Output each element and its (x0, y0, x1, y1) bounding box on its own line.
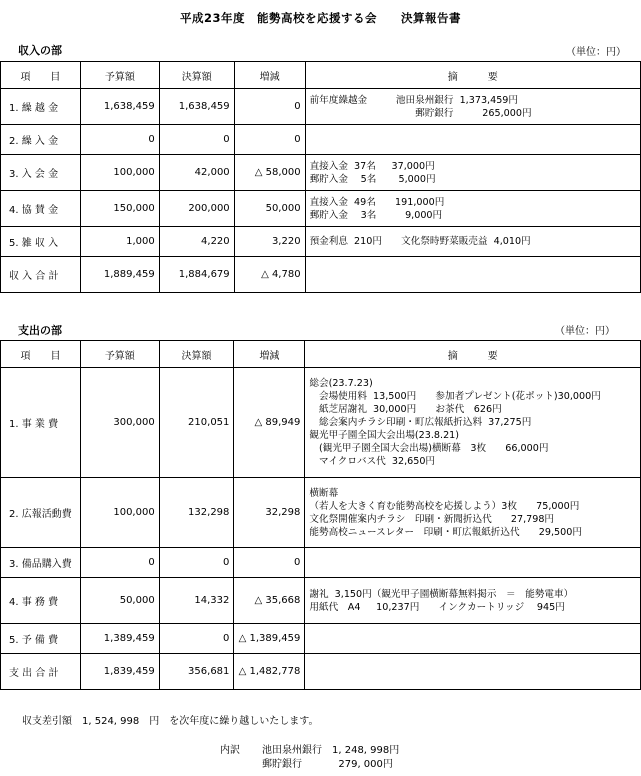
actual-cell: 0 (159, 548, 234, 578)
column-header: 予算額 (80, 341, 159, 368)
budget-cell: 1,889,459 (80, 257, 159, 293)
actual-cell: 200,000 (159, 191, 234, 227)
description-cell (305, 191, 640, 227)
actual-cell: 4,220 (159, 227, 234, 257)
description-line: 郵貯入金 5名 5,000円 (309, 173, 436, 185)
description-line: 横断幕 (309, 487, 339, 499)
table-row (1, 548, 641, 578)
column-header: 予算額 (80, 62, 159, 89)
item-cell: 3. 入 会 金 (1, 155, 81, 191)
table-row (1, 624, 641, 654)
actual-cell: 1,884,679 (159, 257, 234, 293)
diff-cell: △ 58,000 (234, 155, 305, 191)
budget-cell: 1,000 (80, 227, 159, 257)
table-row (1, 478, 641, 548)
description-line: 郵貯入金 3名 9,000円 (309, 209, 443, 221)
income-unit: （単位：円） (566, 47, 626, 58)
budget-cell: 50,000 (80, 578, 159, 624)
table-row (1, 125, 641, 155)
diff-cell: 0 (234, 89, 305, 125)
description-line: 紙芝居謝礼 30,000円 お茶代 626円 (309, 404, 502, 415)
description-line: (観光甲子園全国大会出場)横断幕 3枚 66,000円 (309, 443, 549, 454)
diff-cell: 0 (234, 548, 305, 578)
description-cell (305, 478, 641, 548)
description-line: 観光甲子園全国大会出場(23.8.21) (309, 430, 460, 441)
column-header: 項 目 (1, 341, 81, 368)
table-row (1, 257, 641, 293)
item-cell: 1. 事 業 費 (1, 368, 81, 478)
description-cell (305, 548, 641, 578)
budget-cell: 0 (80, 548, 159, 578)
diff-cell: △ 89,949 (234, 368, 305, 478)
budget-cell: 1,839,459 (80, 654, 159, 690)
description-line: （若人を大きく育む能勢高校を応援しよう）3枚 75,000円 (309, 500, 580, 512)
description-line: 総会(23.7.23) (309, 378, 373, 389)
actual-cell: 14,332 (159, 578, 234, 624)
description-line: 謝礼 3,150円（観光甲子園横断幕無料掲示 ＝ 能勢電車） (309, 588, 574, 600)
item-cell: 4. 協 賛 金 (1, 191, 81, 227)
diff-cell: △ 1,389,459 (234, 624, 305, 654)
item-cell: 4. 事 務 費 (1, 578, 81, 624)
diff-cell: △ 4,780 (234, 257, 305, 293)
diff-cell: 0 (234, 125, 305, 155)
diff-cell: 3,220 (234, 227, 305, 257)
description-cell (305, 155, 640, 191)
diff-cell: △ 35,668 (234, 578, 305, 624)
table-row (1, 155, 641, 191)
breakdown-label: 内訳 (220, 745, 240, 756)
diff-cell: 50,000 (234, 191, 305, 227)
item-cell: 5. 雑 収 入 (1, 227, 81, 257)
description-cell (305, 624, 641, 654)
column-header: 決算額 (159, 341, 234, 368)
description-line: 総会案内チラシ印刷・町広報紙折込料 37,275円 (309, 417, 532, 428)
description-line: 用紙代 A4 10,237円 インクカートリッジ 945円 (309, 601, 565, 613)
page-title: 平成23年度 能勢高校を応援する会 決算報告書 (179, 11, 461, 25)
column-header: 増減 (234, 341, 305, 368)
item-cell: 2. 繰 入 金 (1, 125, 81, 155)
expense-unit: （単位：円） (555, 326, 615, 337)
diff-cell: 32,298 (234, 478, 305, 548)
actual-cell: 1,638,459 (159, 89, 234, 125)
breakdown-bank1: 池田泉州銀行 1, 248, 998円 (262, 745, 400, 756)
description-cell (305, 125, 640, 155)
table-row (1, 191, 641, 227)
table-row (1, 578, 641, 624)
column-header: 増減 (234, 62, 305, 89)
description-line: 直接入金 49名 191,000円 (309, 196, 445, 208)
table-header-row (1, 62, 641, 89)
description-line: 預金利息 210円 文化祭時野菜販売益 4,010円 (309, 236, 531, 247)
table-row (1, 227, 641, 257)
budget-cell: 0 (80, 125, 159, 155)
balance-note: 収支差引額 1, 524, 998 円 を次年度に繰り越しいたします。 (22, 716, 319, 727)
description-cell (305, 578, 641, 624)
actual-cell: 42,000 (159, 155, 234, 191)
expense-heading: 支出の部 (18, 324, 62, 337)
budget-cell: 100,000 (80, 155, 159, 191)
income-heading: 収入の部 (18, 44, 62, 57)
expense-table (0, 340, 641, 690)
item-cell: 3. 備品購入費 (1, 548, 81, 578)
budget-cell: 150,000 (80, 191, 159, 227)
budget-cell: 1,638,459 (80, 89, 159, 125)
actual-cell: 0 (159, 125, 234, 155)
description-line: マイクロバス代 32,650円 (309, 456, 436, 467)
description-line: 文化祭開催案内チラシ 印刷・新聞折込代 27,798円 (309, 513, 555, 525)
description-cell (305, 654, 641, 690)
diff-cell: △ 1,482,778 (234, 654, 305, 690)
budget-cell: 300,000 (80, 368, 159, 478)
description-cell (305, 227, 640, 257)
description-line: 直接入金 37名 37,000円 (309, 160, 435, 172)
item-cell: 2. 広報活動費 (1, 478, 81, 548)
table-row (1, 654, 641, 690)
column-header: 項 目 (1, 62, 81, 89)
column-header: 摘 要 (305, 341, 641, 368)
table-row (1, 89, 641, 125)
description-line: 前年度繰越金 池田泉州銀行 1,373,459円 (309, 94, 519, 106)
column-header: 決算額 (159, 62, 234, 89)
budget-cell: 1,389,459 (80, 624, 159, 654)
item-cell: 1. 繰 越 金 (1, 89, 81, 125)
column-header: 摘 要 (305, 62, 640, 89)
budget-cell: 100,000 (80, 478, 159, 548)
income-table (0, 61, 641, 293)
description-line: 郵貯銀行 265,000円 (309, 107, 532, 119)
item-cell: 支 出 合 計 (1, 654, 81, 690)
description-cell (305, 89, 640, 125)
actual-cell: 132,298 (159, 478, 234, 548)
item-cell: 収 入 合 計 (1, 257, 81, 293)
actual-cell: 356,681 (159, 654, 234, 690)
description-cell (305, 368, 641, 478)
actual-cell: 210,051 (159, 368, 234, 478)
table-row (1, 368, 641, 478)
description-cell (305, 257, 640, 293)
table-header-row (1, 341, 641, 368)
breakdown-bank2: 郵貯銀行 279, 000円 (262, 759, 393, 770)
description-line: 会場使用料 13,500円 参加者プレゼント(花ポット)30,000円 (309, 391, 601, 402)
actual-cell: 0 (159, 624, 234, 654)
description-line: 能勢高校ニュースレター 印刷・町広報紙折込代 29,500円 (309, 526, 582, 538)
item-cell: 5. 予 備 費 (1, 624, 81, 654)
